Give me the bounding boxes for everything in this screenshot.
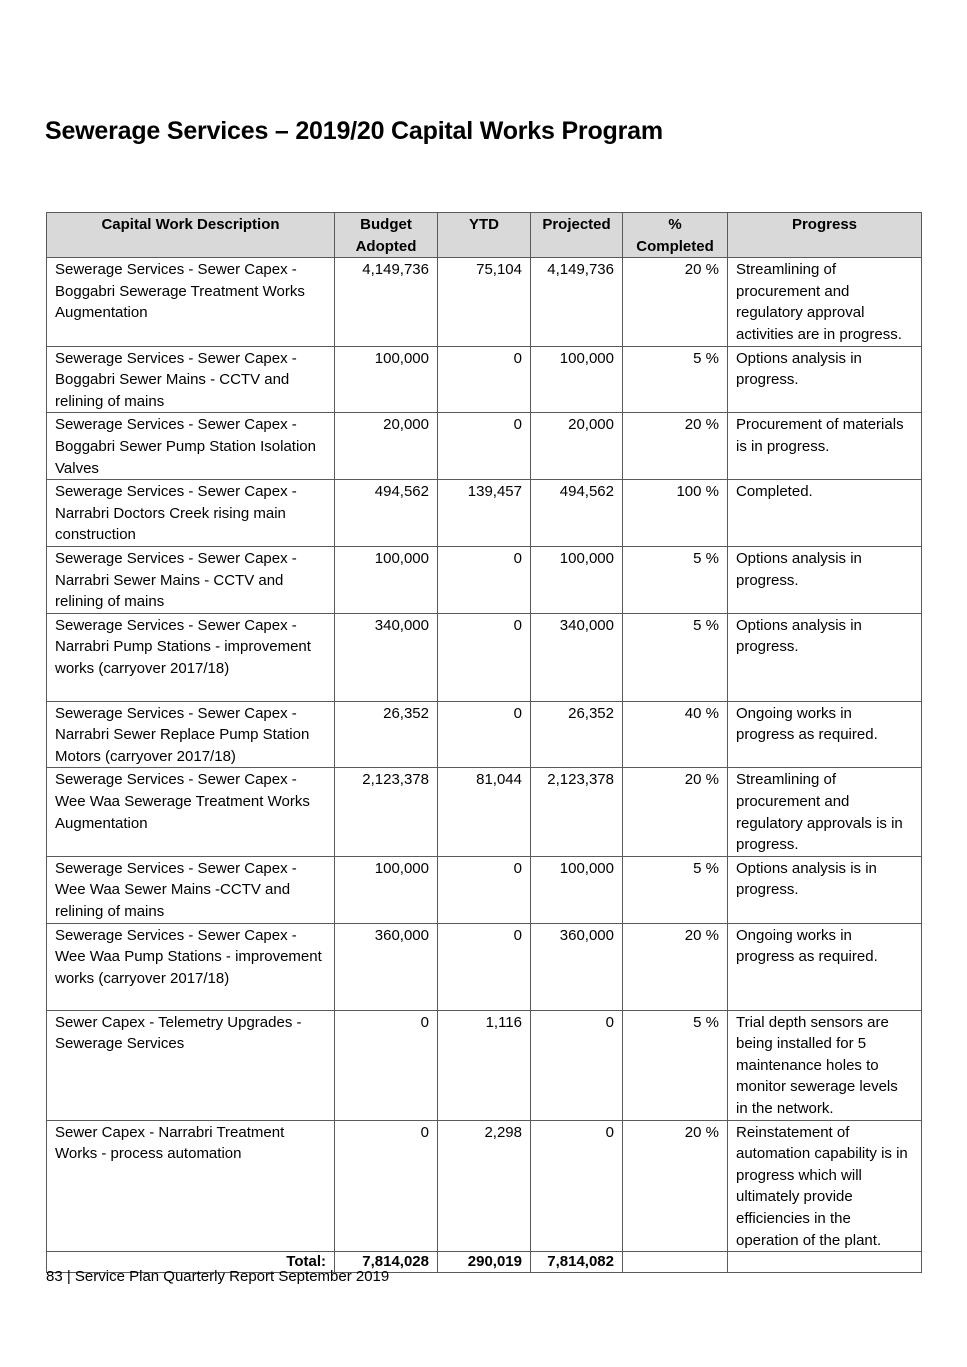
cell-projected: 20,000 — [531, 413, 623, 480]
table-row — [47, 1120, 922, 1252]
cell-ytd: 0 — [438, 701, 531, 768]
table-row — [47, 701, 922, 768]
cell-ytd: 0 — [438, 613, 531, 701]
table-row — [47, 1010, 922, 1120]
table-row — [47, 346, 922, 413]
page-title: Sewerage Services – 2019/20 Capital Works Program — [45, 117, 663, 145]
cell-progress: Procurement of materials is in progress. — [728, 413, 922, 480]
header-ytd: YTD — [438, 213, 531, 258]
cell-description: Sewerage Services - Sewer Capex - Narrabri Sewer Replace Pump Station Motors (carryover 2017/18) — [47, 701, 335, 768]
cell-description: Sewer Capex - Telemetry Upgrades - Sewerage Services — [47, 1010, 335, 1120]
cell-projected: 0 — [531, 1010, 623, 1120]
cell-budget: 26,352 — [335, 701, 438, 768]
cell-budget: 2,123,378 — [335, 768, 438, 856]
page-footer: 83 | Service Plan Quarterly Report September 2019 — [46, 1268, 390, 1285]
cell-progress: Options analysis in progress. — [728, 546, 922, 613]
capital-works-table — [46, 212, 922, 1273]
cell-completed: 20 % — [623, 923, 728, 1010]
cell-ytd: 0 — [438, 546, 531, 613]
cell-completed: 20 % — [623, 258, 728, 346]
cell-projected: 100,000 — [531, 856, 623, 923]
cell-projected: 340,000 — [531, 613, 623, 701]
cell-completed: 20 % — [623, 768, 728, 856]
total-label: Total: — [47, 1252, 335, 1273]
table-row — [47, 613, 922, 701]
cell-completed: 20 % — [623, 1120, 728, 1252]
total-projected: 7,814,082 — [531, 1252, 623, 1273]
cell-progress: Streamlining of procurement and regulatory approval activities are in progress. — [728, 258, 922, 346]
cell-ytd: 75,104 — [438, 258, 531, 346]
cell-completed: 5 % — [623, 1010, 728, 1120]
cell-description: Sewerage Services - Sewer Capex - Wee Waa Sewerage Treatment Works Augmentation — [47, 768, 335, 856]
table-row — [47, 768, 922, 856]
cell-budget: 100,000 — [335, 346, 438, 413]
cell-completed: 5 % — [623, 856, 728, 923]
cell-projected: 494,562 — [531, 480, 623, 547]
cell-progress: Streamlining of procurement and regulatory approvals is in progress. — [728, 768, 922, 856]
header-budget: Budget Adopted — [335, 213, 438, 258]
cell-description: Sewerage Services - Sewer Capex - Boggabri Sewer Pump Station Isolation Valves — [47, 413, 335, 480]
header-projected: Projected — [531, 213, 623, 258]
total-empty-cell — [728, 1252, 922, 1273]
header-progress: Progress — [728, 213, 922, 258]
total-empty-cell — [623, 1252, 728, 1273]
cell-description: Sewerage Services - Sewer Capex - Narrabri Pump Stations - improvement works (carryover 2017/18) — [47, 613, 335, 701]
table-row — [47, 923, 922, 1010]
total-budget: 7,814,028 — [335, 1252, 438, 1273]
table-row — [47, 856, 922, 923]
cell-completed: 5 % — [623, 613, 728, 701]
cell-ytd: 81,044 — [438, 768, 531, 856]
table-row — [47, 258, 922, 346]
cell-description: Sewerage Services - Sewer Capex - Boggabri Sewer Mains - CCTV and relining of mains — [47, 346, 335, 413]
cell-budget: 20,000 — [335, 413, 438, 480]
cell-progress: Completed. — [728, 480, 922, 547]
cell-description: Sewerage Services - Sewer Capex - Wee Waa Sewer Mains -CCTV and relining of mains — [47, 856, 335, 923]
table-row — [47, 546, 922, 613]
cell-completed: 40 % — [623, 701, 728, 768]
cell-budget: 494,562 — [335, 480, 438, 547]
table-row — [47, 413, 922, 480]
cell-projected: 100,000 — [531, 546, 623, 613]
cell-budget: 360,000 — [335, 923, 438, 1010]
cell-description: Sewerage Services - Sewer Capex - Narrabri Sewer Mains - CCTV and relining of mains — [47, 546, 335, 613]
cell-projected: 100,000 — [531, 346, 623, 413]
cell-budget: 4,149,736 — [335, 258, 438, 346]
cell-completed: 100 % — [623, 480, 728, 547]
cell-ytd: 139,457 — [438, 480, 531, 547]
total-ytd: 290,019 — [438, 1252, 531, 1273]
cell-completed: 5 % — [623, 546, 728, 613]
cell-progress: Ongoing works in progress as required. — [728, 701, 922, 768]
cell-ytd: 0 — [438, 346, 531, 413]
cell-description: Sewer Capex - Narrabri Treatment Works - process automation — [47, 1120, 335, 1252]
cell-progress: Trial depth sensors are being installed for 5 maintenance holes to monitor sewerage levels in the network. — [728, 1010, 922, 1120]
cell-ytd: 2,298 — [438, 1120, 531, 1252]
cell-budget: 100,000 — [335, 546, 438, 613]
cell-completed: 5 % — [623, 346, 728, 413]
cell-progress: Reinstatement of automation capability is in progress which will ultimately provide efficiencies in the operation of the plant. — [728, 1120, 922, 1252]
table-row — [47, 480, 922, 547]
cell-budget: 0 — [335, 1010, 438, 1120]
cell-projected: 360,000 — [531, 923, 623, 1010]
cell-projected: 26,352 — [531, 701, 623, 768]
cell-ytd: 1,116 — [438, 1010, 531, 1120]
cell-budget: 340,000 — [335, 613, 438, 701]
table-header-row — [47, 213, 922, 258]
cell-description: Sewerage Services - Sewer Capex - Boggabri Sewerage Treatment Works Augmentation — [47, 258, 335, 346]
cell-budget: 0 — [335, 1120, 438, 1252]
header-description: Capital Work Description — [47, 213, 335, 258]
cell-projected: 2,123,378 — [531, 768, 623, 856]
cell-description: Sewerage Services - Sewer Capex - Narrabri Doctors Creek rising main construction — [47, 480, 335, 547]
cell-ytd: 0 — [438, 923, 531, 1010]
cell-progress: Options analysis in progress. — [728, 346, 922, 413]
cell-budget: 100,000 — [335, 856, 438, 923]
header-completed: % Completed — [623, 213, 728, 258]
cell-projected: 0 — [531, 1120, 623, 1252]
cell-projected: 4,149,736 — [531, 258, 623, 346]
cell-progress: Options analysis is in progress. — [728, 856, 922, 923]
cell-ytd: 0 — [438, 413, 531, 480]
cell-ytd: 0 — [438, 856, 531, 923]
cell-progress: Options analysis in progress. — [728, 613, 922, 701]
cell-description: Sewerage Services - Sewer Capex - Wee Waa Pump Stations - improvement works (carryover 2017/18) — [47, 923, 335, 1010]
cell-completed: 20 % — [623, 413, 728, 480]
cell-progress: Ongoing works in progress as required. — [728, 923, 922, 1010]
